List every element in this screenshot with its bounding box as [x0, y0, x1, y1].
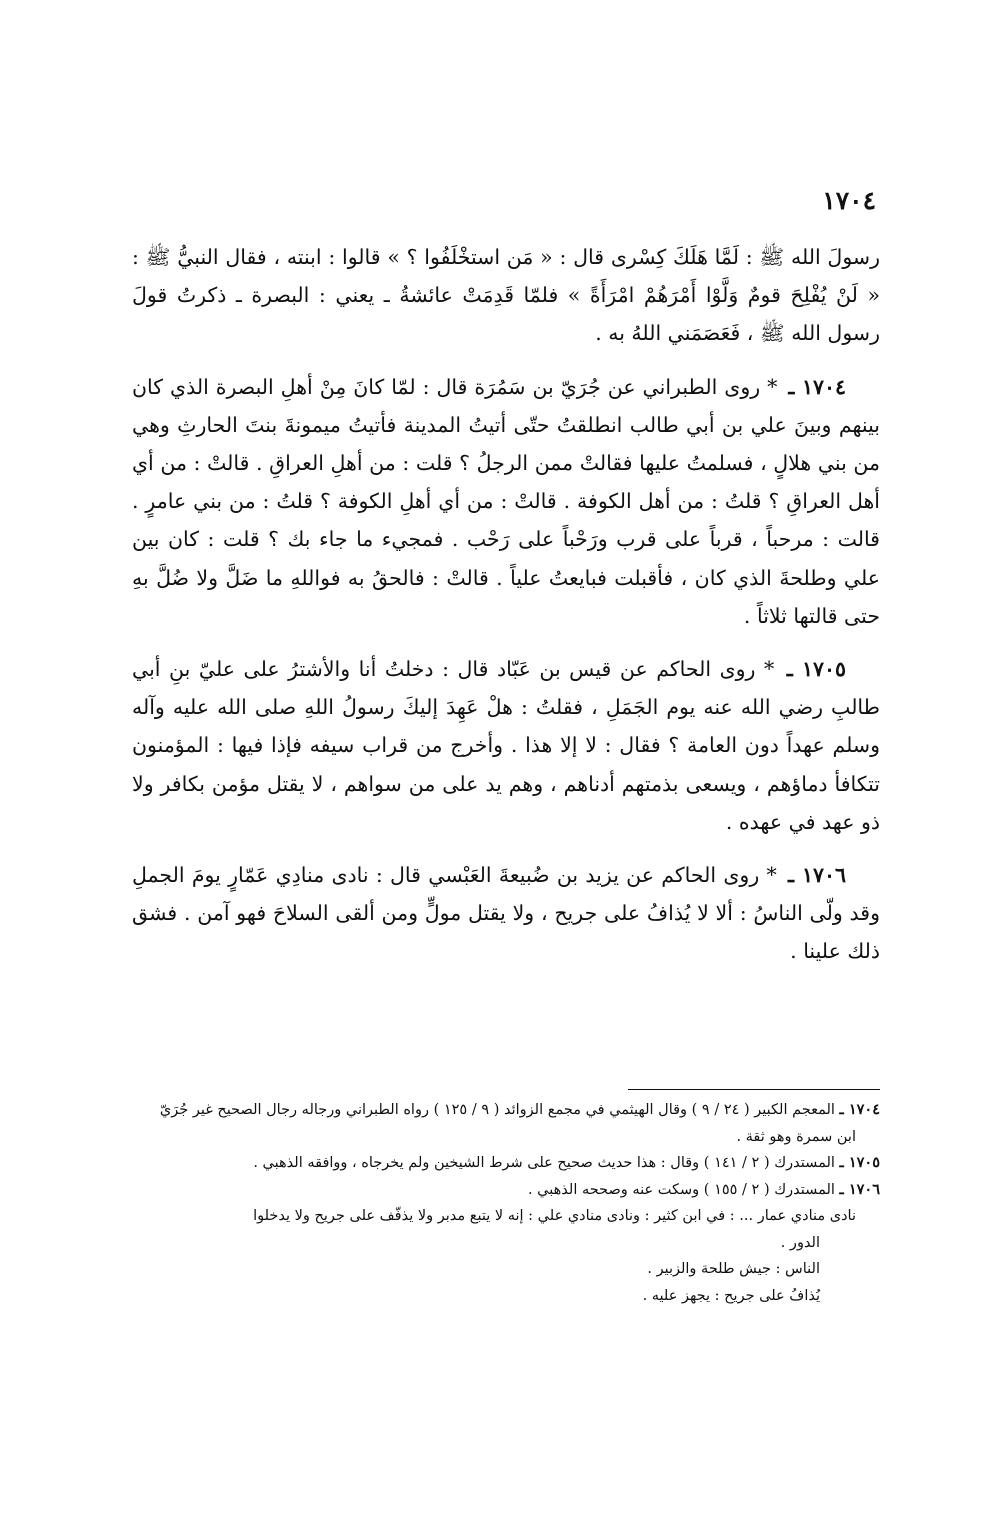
footnote-text: ابن سمرة وهو ثقة .: [736, 1128, 856, 1145]
footnote-text: المستدرك ( ٢ / ١٤١ ) وقال : هذا حديث صحيح على شرط الشيخين ولم يخرجاه ، ووافقه الذهبي .: [253, 1155, 835, 1171]
hadith-paragraph: [132, 856, 880, 971]
footnote-number: ١٧٠٤ ـ: [839, 1101, 880, 1118]
footnote-text: الناس : جيش طلحة والزبير .: [647, 1261, 820, 1277]
footnote-line: [132, 1256, 880, 1283]
footnote-text: الدور .: [780, 1234, 820, 1251]
footnote-text: المعجم الكبير ( ٢٤ / ٩ ) وقال الهيثمي في مجمع الزوائد ( ٩ / ١٢٥ ) رواه الطبراني ورجاله رجال الصحيح غير جُرَيّ: [159, 1102, 835, 1118]
continuation-paragraph: رسولَ الله ﷺ : لَمَّا هَلَكَ كِسْرى قال : « مَن استخْلَفُوا ؟ » قالوا : ابنته ، فقال النبيُّ ﷺ : « لَنْ يُفْلِحَ قومٌ وَلَّوْا أَمْرَهُمْ امْرَأَةً » فلمّا قَدِمَتْ عائشةُ ـ يعني : البصرة ـ ذكرتُ قولَ رسول الله ﷺ ، فَعَصَمَني اللهُ به .: [132, 245, 880, 346]
footnote-text: نادى منادي عمار ... : في ابن كثير : ونادى منادي علي : إنه لا يتبع مدبر ولا يذفّف على جريح ولا يدخلوا: [253, 1208, 856, 1224]
footnote-line: [132, 1283, 880, 1310]
footnote-text: المستدرك ( ٢ / ١٥٥ ) وسكت عنه وصححه الذهبي .: [527, 1181, 835, 1198]
footnote-number: ١٧٠٥ ـ: [839, 1154, 880, 1171]
footnote-line: [132, 1203, 880, 1230]
footnote-number: ١٧٠٦ ـ: [839, 1180, 880, 1198]
hadith-text: * روى الحاكم عن يزيد بن ضُبيعةَ العَبْسي قال : نادى منادِي عَمّارٍ يومَ الجملِ وقد ولّى الناسُ : ألا لا يُذافُ على جريح ، ولا يقتل مولٍّ ومن ألقى السلاحَ فهو آمن . فشق ذلك علينا .: [132, 863, 880, 964]
footnote-line: [132, 1150, 880, 1177]
hadith-text: * روى الطبراني عن جُرَيّ بن سَمُرَة قال : لمّا كانَ مِنْ أهلِ البصرة الذي كان بينهم وبينَ علي بن أبي طالب انطلقتُ حتّى أتيتُ المدينة فأتيتُ ميمونةَ بنتَ الحارثِ وهي من بني هلالٍ ، فسلمتُ عليها فقالتْ ممن الرجلُ ؟ قلت : من أهلِ العراقِ . قالتْ : من أي أهل العراقِ ؟ قلتُ : من أهل الكوفة . قالتْ : من أي أهلِ الكوفة ؟ قلتُ : من بني عامرٍ . قالت : مرحباً ، قرباً على قرب ورَحْباً على رَحْب . فمجيء ما جاء بك ؟ قلت : كان بين علي وطلحةَ الذي كان ، فأقبلت فبايعتُ علياً . قالتْ : فالحقُ به فواللهِ ما ضَلَّ ولا ضُلَّ بهِ حتى قالتها ثلاثاً .: [132, 374, 880, 628]
hadith-number: ١٧٠٥ ـ: [786, 657, 846, 682]
page-number: ١٧٠٤: [822, 186, 876, 215]
hadith-text: * روى الحاكم عن قيس بن عَبّاد قال : دخلتُ أنا والأشترُ على عليّ بنِ أبي طالبِ رضي الله عنه يوم الجَمَلِ ، فقلتُ : هلْ عَهِدَ إليكَ رسولُ اللهِ صلى الله عليه وآله وسلم عهداً دون العامة ؟ فقال : لا إلا هذا . وأخرج من قراب سيفه فإذا فيها : المؤمنون تتكافأ دماؤهم ، ويسعى بذمتهم أدناهم ، وهم يد على من سواهم ، لا يقتل مؤمن بكافر ولا ذو عهد في عهده .: [132, 657, 880, 834]
footnotes: [132, 1097, 880, 1309]
hadith-number: ١٧٠٤ ـ: [788, 374, 846, 399]
footnote-line: [132, 1124, 880, 1151]
hadith-paragraph: [132, 368, 880, 635]
footnote-text: يُذافُ على جريح : يجهز عليه .: [642, 1287, 820, 1304]
footnote-divider: [628, 1089, 880, 1090]
footnote-line: [132, 1230, 880, 1257]
hadith-paragraph: [132, 650, 880, 841]
footnote-line: [132, 1177, 880, 1204]
footnote-line: [132, 1097, 880, 1124]
hadith-number: ١٧٠٦ ـ: [788, 863, 846, 888]
main-text: [132, 238, 880, 986]
